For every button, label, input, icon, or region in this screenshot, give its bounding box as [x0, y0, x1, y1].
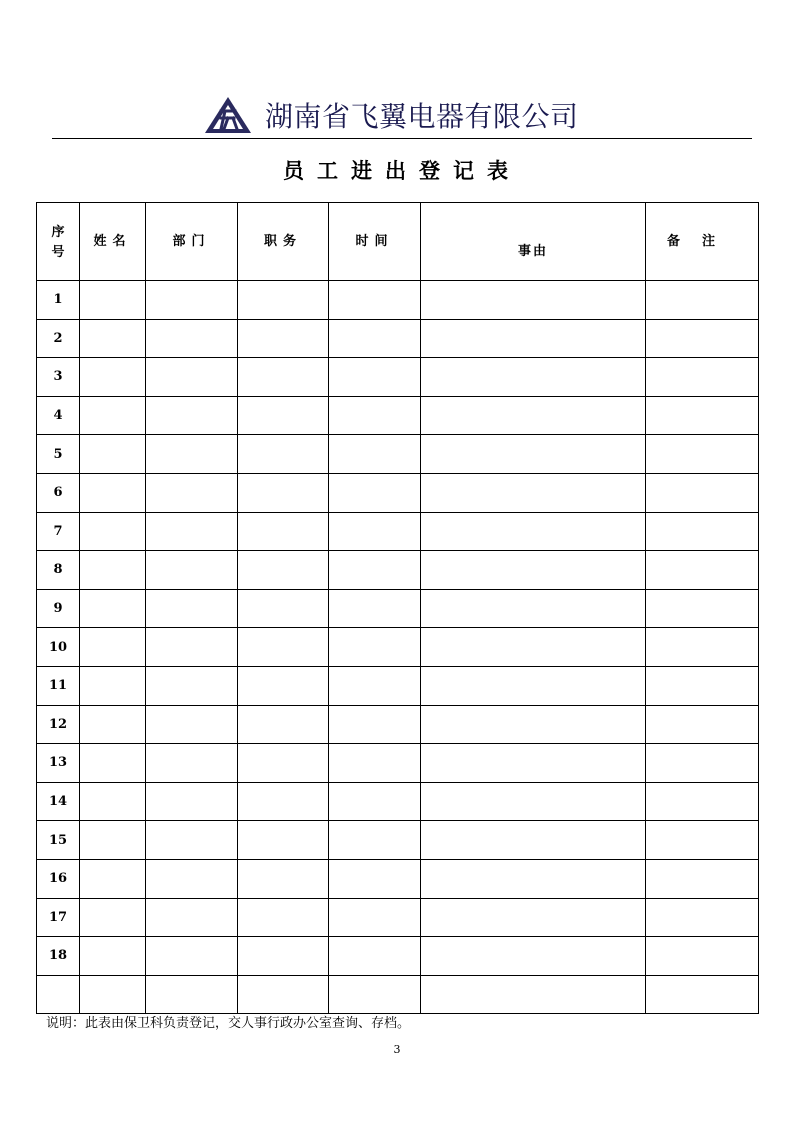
table-row	[37, 628, 759, 667]
cell-department[interactable]	[146, 281, 238, 320]
cell-seq: 13	[37, 744, 80, 783]
company-header	[0, 92, 794, 140]
cell-seq: 12	[37, 705, 80, 744]
cell-remark[interactable]	[646, 744, 759, 783]
cell-reason[interactable]	[421, 859, 646, 898]
cell-remark[interactable]	[646, 898, 759, 937]
cell-remark[interactable]	[646, 821, 759, 860]
table-row	[37, 666, 759, 705]
column-header-name: 姓名	[80, 203, 146, 281]
column-header-department: 部门	[146, 203, 238, 281]
cell-remark[interactable]	[646, 435, 759, 474]
cell-department[interactable]	[146, 898, 238, 937]
cell-seq: 2	[37, 319, 80, 358]
table-row	[37, 937, 759, 976]
cell-department[interactable]	[146, 319, 238, 358]
cell-seq: 3	[37, 358, 80, 397]
cell-department[interactable]	[146, 821, 238, 860]
cell-department[interactable]	[146, 551, 238, 590]
cell-name[interactable]	[80, 589, 146, 628]
cell-department[interactable]	[146, 396, 238, 435]
cell-department[interactable]	[146, 975, 238, 1014]
cell-seq: 18	[37, 937, 80, 976]
table-row	[37, 782, 759, 821]
cell-reason[interactable]	[421, 898, 646, 937]
cell-department[interactable]	[146, 512, 238, 551]
cell-remark[interactable]	[646, 937, 759, 976]
cell-time[interactable]	[329, 281, 421, 320]
cell-time[interactable]	[329, 782, 421, 821]
cell-position[interactable]	[238, 473, 329, 512]
cell-time[interactable]	[329, 666, 421, 705]
cell-department[interactable]	[146, 589, 238, 628]
company-name: 湖南省飞翼电器有限公司	[265, 100, 579, 133]
cell-name[interactable]	[80, 358, 146, 397]
cell-department[interactable]	[146, 705, 238, 744]
cell-position[interactable]	[238, 975, 329, 1014]
cell-position[interactable]	[238, 744, 329, 783]
cell-position[interactable]	[238, 628, 329, 667]
table-row	[37, 821, 759, 860]
cell-position[interactable]	[238, 319, 329, 358]
cell-seq: 6	[37, 473, 80, 512]
cell-time[interactable]	[329, 859, 421, 898]
cell-time[interactable]	[329, 744, 421, 783]
cell-position[interactable]	[238, 435, 329, 474]
cell-reason[interactable]	[421, 435, 646, 474]
cell-department[interactable]	[146, 358, 238, 397]
table-row	[37, 473, 759, 512]
cell-reason[interactable]	[421, 589, 646, 628]
table-row	[37, 512, 759, 551]
cell-reason[interactable]	[421, 821, 646, 860]
footnote: 说明：此表由保卫科负责登记，交人事行政办公室查询、存档。	[46, 1016, 411, 1031]
column-header-seq: 序号	[37, 203, 80, 281]
column-header-time: 时间	[329, 203, 421, 281]
cell-name[interactable]	[80, 396, 146, 435]
cell-name[interactable]	[80, 628, 146, 667]
header-divider	[52, 138, 752, 139]
cell-department[interactable]	[146, 666, 238, 705]
cell-department[interactable]	[146, 782, 238, 821]
table-row	[37, 358, 759, 397]
cell-seq: 16	[37, 859, 80, 898]
cell-seq: 17	[37, 898, 80, 937]
cell-time[interactable]	[329, 473, 421, 512]
cell-name[interactable]	[80, 821, 146, 860]
cell-name[interactable]	[80, 705, 146, 744]
cell-remark[interactable]	[646, 859, 759, 898]
cell-department[interactable]	[146, 744, 238, 783]
cell-name[interactable]	[80, 551, 146, 590]
cell-remark[interactable]	[646, 628, 759, 667]
cell-position[interactable]	[238, 358, 329, 397]
cell-department[interactable]	[146, 937, 238, 976]
cell-name[interactable]	[80, 319, 146, 358]
cell-reason[interactable]	[421, 937, 646, 976]
cell-name[interactable]	[80, 937, 146, 976]
cell-remark[interactable]	[646, 551, 759, 590]
cell-time[interactable]	[329, 512, 421, 551]
cell-remark[interactable]	[646, 782, 759, 821]
cell-time[interactable]	[329, 551, 421, 590]
cell-time[interactable]	[329, 435, 421, 474]
cell-position[interactable]	[238, 937, 329, 976]
page-number: 3	[393, 1043, 401, 1056]
cell-reason[interactable]	[421, 358, 646, 397]
cell-time[interactable]	[329, 589, 421, 628]
cell-position[interactable]	[238, 859, 329, 898]
cell-name[interactable]	[80, 975, 146, 1014]
cell-department[interactable]	[146, 859, 238, 898]
cell-seq: 11	[37, 666, 80, 705]
cell-position[interactable]	[238, 396, 329, 435]
table-row	[37, 281, 759, 320]
cell-time[interactable]	[329, 358, 421, 397]
cell-reason[interactable]	[421, 281, 646, 320]
cell-department[interactable]	[146, 628, 238, 667]
cell-time[interactable]	[329, 705, 421, 744]
table-row	[37, 589, 759, 628]
table-row	[37, 859, 759, 898]
cell-time[interactable]	[329, 975, 421, 1014]
cell-department[interactable]	[146, 473, 238, 512]
cell-position[interactable]	[238, 589, 329, 628]
table-row	[37, 551, 759, 590]
cell-position[interactable]	[238, 666, 329, 705]
cell-seq: 14	[37, 782, 80, 821]
column-header-position: 职务	[238, 203, 329, 281]
cell-reason[interactable]	[421, 628, 646, 667]
table-header-row	[37, 203, 759, 281]
table-row	[37, 744, 759, 783]
cell-seq: 15	[37, 821, 80, 860]
cell-position[interactable]	[238, 705, 329, 744]
cell-remark[interactable]	[646, 281, 759, 320]
cell-name[interactable]	[80, 782, 146, 821]
company-logo-triangle-icon	[204, 96, 252, 134]
cell-time[interactable]	[329, 628, 421, 667]
cell-reason[interactable]	[421, 666, 646, 705]
cell-reason[interactable]	[421, 551, 646, 590]
cell-reason[interactable]	[421, 396, 646, 435]
cell-time[interactable]	[329, 937, 421, 976]
cell-reason[interactable]	[421, 975, 646, 1014]
cell-name[interactable]	[80, 744, 146, 783]
table-row	[37, 435, 759, 474]
cell-name[interactable]	[80, 281, 146, 320]
cell-name[interactable]	[80, 898, 146, 937]
cell-remark[interactable]	[646, 358, 759, 397]
cell-name[interactable]	[80, 666, 146, 705]
cell-remark[interactable]	[646, 473, 759, 512]
cell-position[interactable]	[238, 512, 329, 551]
cell-seq	[37, 975, 80, 1014]
cell-name[interactable]	[80, 435, 146, 474]
cell-position[interactable]	[238, 782, 329, 821]
cell-name[interactable]	[80, 512, 146, 551]
cell-time[interactable]	[329, 396, 421, 435]
cell-remark[interactable]	[646, 512, 759, 551]
cell-remark[interactable]	[646, 396, 759, 435]
cell-time[interactable]	[329, 898, 421, 937]
cell-position[interactable]	[238, 281, 329, 320]
form-title: 员工进出登记表	[283, 159, 521, 183]
column-header-reason: 事由	[421, 203, 646, 281]
cell-name[interactable]	[80, 473, 146, 512]
cell-seq: 9	[37, 589, 80, 628]
cell-remark[interactable]	[646, 319, 759, 358]
cell-time[interactable]	[329, 319, 421, 358]
cell-reason[interactable]	[421, 512, 646, 551]
cell-remark[interactable]	[646, 666, 759, 705]
cell-seq: 8	[37, 551, 80, 590]
cell-reason[interactable]	[421, 705, 646, 744]
cell-seq: 5	[37, 435, 80, 474]
cell-position[interactable]	[238, 551, 329, 590]
table-row	[37, 319, 759, 358]
cell-position[interactable]	[238, 821, 329, 860]
cell-time[interactable]	[329, 821, 421, 860]
cell-reason[interactable]	[421, 782, 646, 821]
cell-name[interactable]	[80, 859, 146, 898]
column-header-remark: 备注	[646, 203, 759, 281]
table-row	[37, 705, 759, 744]
cell-reason[interactable]	[421, 473, 646, 512]
cell-seq: 4	[37, 396, 80, 435]
table-row	[37, 898, 759, 937]
cell-remark[interactable]	[646, 975, 759, 1014]
cell-remark[interactable]	[646, 589, 759, 628]
table-row	[37, 975, 759, 1014]
cell-position[interactable]	[238, 898, 329, 937]
registration-table	[36, 202, 759, 1014]
table-row	[37, 396, 759, 435]
cell-department[interactable]	[146, 435, 238, 474]
cell-seq: 7	[37, 512, 80, 551]
cell-reason[interactable]	[421, 319, 646, 358]
cell-seq: 10	[37, 628, 80, 667]
cell-remark[interactable]	[646, 705, 759, 744]
cell-seq: 1	[37, 281, 80, 320]
cell-reason[interactable]	[421, 744, 646, 783]
